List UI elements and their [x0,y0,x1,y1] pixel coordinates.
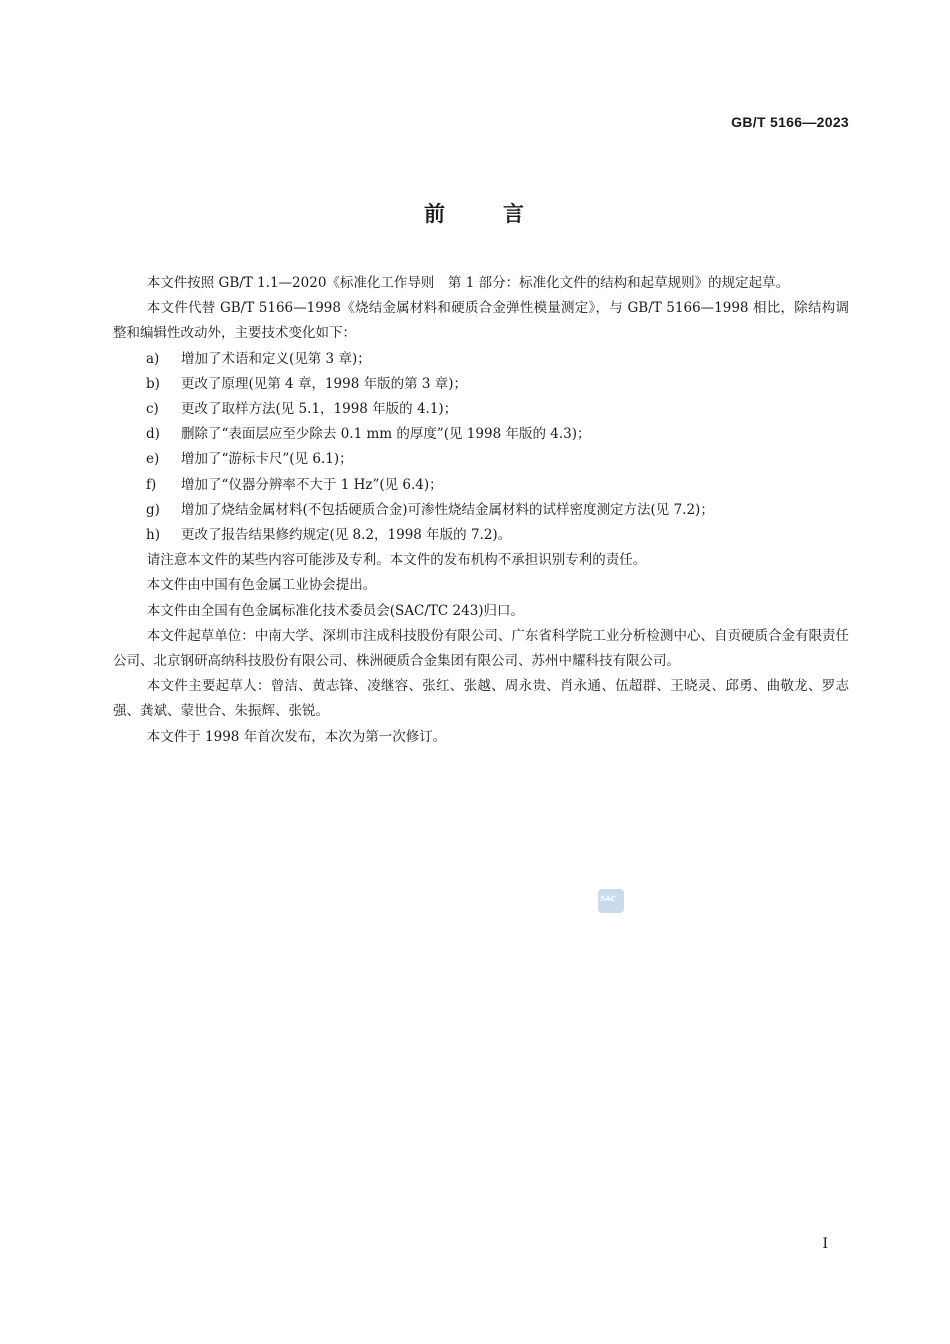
paragraph-committee: 本文件由全国有色金属标准化技术委员会(SAC/TC 243)归口。 [146,602,525,619]
list-item-label: a) [146,350,160,367]
paragraph-proposer: 本文件由中国有色金属工业协会提出。 [146,577,377,594]
list-item-label: f) [146,476,157,493]
list-item [113,422,849,447]
page-number: I [822,1236,828,1252]
list-item-label: h) [146,527,160,544]
list-item-text: 更改了报告结果修约规定(见 8.2，1998 年版的 7.2)。 [181,527,512,544]
paragraph-replacement: 本文件代替 GB/T 5166—1998《烧结金属材料和硬质合金弹性模量测定》，与 GB/T 5166—1998 相比，除结构调整和编辑性改动外，主要技术变化如下： [113,300,849,342]
title-char-1: 前 [424,202,447,226]
list-item-text: 增加了“仪器分辨率不大于 1 Hz”(见 6.4)； [181,476,443,493]
list-item-text: 增加了“游标卡尺”(见 6.1)； [181,451,353,468]
paragraph-drafting-units: 本文件起草单位：中南大学、深圳市注成科技股份有限公司、广东省科学院工业分析检测中心、自贡硬质合金有限责任公司、北京钢研高纳科技股份有限公司、株洲硬质合金集团有限公司、苏州中耀科技有限公司。 [113,627,849,670]
list-item [113,397,849,422]
list-item [113,447,849,472]
paragraph-history: 本文件于 1998 年首次发布，本次为第一次修订。 [146,728,447,745]
list-item-text: 增加了烧结金属材料(不包括硬质合金)可渗性烧结金属材料的试样密度测定方法(见 7.2)； [181,501,714,518]
list-item-label: b) [146,375,160,392]
paragraph-patent-notice: 请注意本文件的某些内容可能涉及专利。本文件的发布机构不承担识别专利的责任。 [146,552,647,569]
list-item-label: g) [146,501,160,518]
list-item-text: 删除了“表面层应至少除去 0.1 mm 的厚度”(见 1998 年版的 4.3)； [181,426,591,443]
sac-watermark-logo [598,889,624,913]
list-item [113,473,849,498]
list-item [113,523,849,548]
title-char-2: 言 [503,202,526,226]
standard-number: GB/T 5166—2023 [731,114,849,130]
paragraph-drafters: 本文件主要起草人：曾洁、黄志锋、凌继容、张红、张越、周永贵、肖永通、伍超群、王晓灵、邱勇、曲敬龙、罗志强、龚斌、蒙世合、朱振辉、张锐。 [113,678,849,720]
list-item [113,347,849,372]
list-item [113,498,849,523]
list-item-label: e) [146,451,160,468]
paragraph-drafting-rules: 本文件按照 GB/T 1.1—2020《标准化工作导则 第 1 部分：标准化文件的结构和起草规则》的规定起草。 [146,275,790,291]
list-item-label: d) [146,426,160,443]
list-item-text: 更改了取样方法(见 5.1，1998 年版的 4.1)； [181,401,458,418]
list-item [113,372,849,397]
foreword-body [113,271,849,750]
list-item-text: 增加了术语和定义(见第 3 章)； [181,350,371,367]
list-item-label: c) [146,401,159,418]
sac-logo-text: SAC [600,895,616,903]
page-title [0,198,950,228]
list-item-text: 更改了原理(见第 4 章，1998 年版的第 3 章)； [181,375,468,392]
